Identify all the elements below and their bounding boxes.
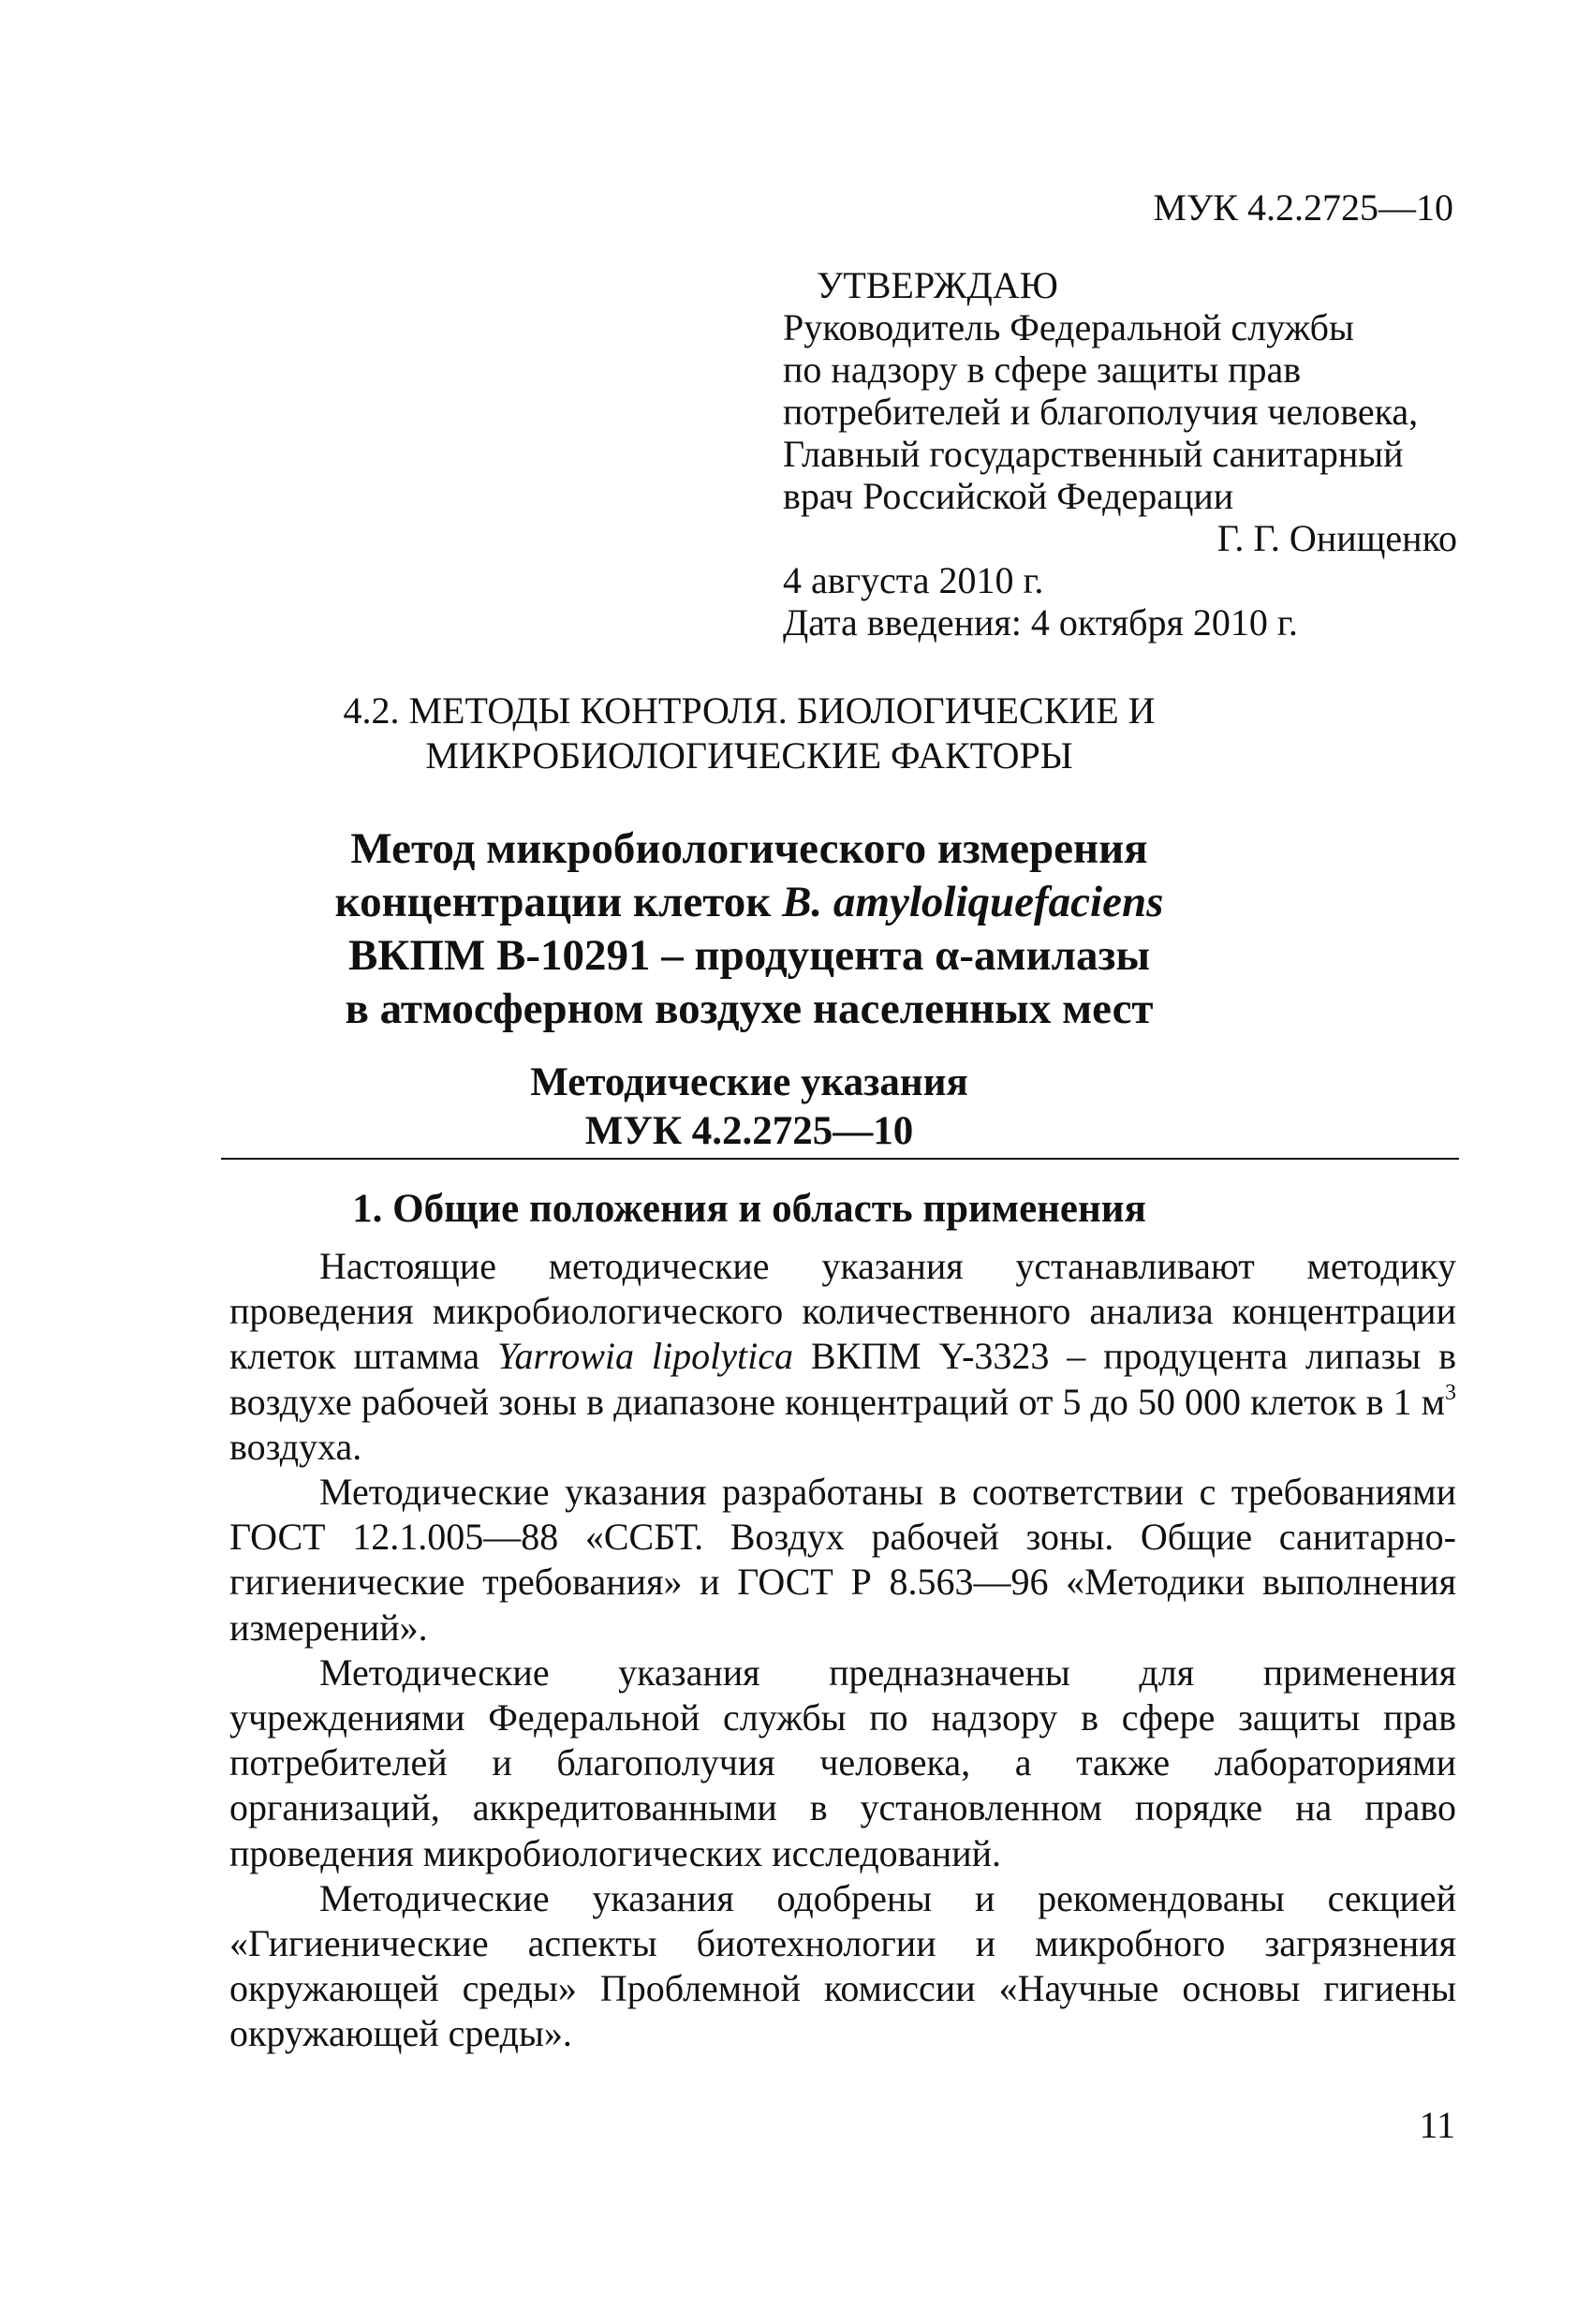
signer-name: Г. Г. Онищенко — [1216, 517, 1457, 559]
document-type-code: МУК 4.2.2725—10 — [584, 1109, 914, 1153]
paragraph-text: Настоящие методические указания устанавливают методику проведения микробиологического количественного анализа концентрации клеток штамма — [229, 1245, 1456, 1378]
paragraph-2: Методические указания разработаны в соответствии с требованиями ГОСТ 12.1.005—88 «ССБТ. Воздух рабочей зоны. Общие санитарно-гигиенические требования» и ГОСТ Р 8.563—96 «Методики выполнения измерений». — [229, 1471, 1456, 1649]
document-type — [468, 1058, 1030, 1156]
approval-block — [783, 264, 1457, 644]
species-name: B. amyloliquefaciens — [782, 878, 1164, 926]
paragraph-text: воздуха. — [229, 1425, 362, 1468]
approval-line: потребителей и благополучия человека, — [783, 391, 1419, 433]
horizontal-divider — [221, 1158, 1459, 1160]
section-heading-line: 4.2. МЕТОДЫ КОНТРОЛЯ. БИОЛОГИЧЕСКИЕ И — [343, 689, 1156, 732]
paragraph-4: Методические указания одобрены и рекомендованы секцией «Гигиенические аспекты биотехнологии и микробного загрязнения окружающей среды» Проблемной комиссии «Научные основы гигиены окружающей среды». — [229, 1876, 1456, 2055]
page-number: 11 — [1419, 2104, 1455, 2146]
paragraph-text: ВКПМ Y-3323 – продуцента липазы в воздухе рабочей зоны в диапазоне концентраций от 5 до 50 000 клеток в 1 м — [229, 1335, 1456, 1423]
title-line: ВКПМ В-10291 – продуцента α-амилазы — [347, 931, 1151, 980]
approval-line: Главный государственный санитарный — [783, 433, 1404, 475]
superscript: 3 — [1445, 1380, 1456, 1405]
document-title — [234, 822, 1264, 1036]
section-heading — [281, 688, 1217, 778]
document-type-line: Методические указания — [530, 1060, 968, 1104]
title-line: Метод микробиологического измерения — [350, 824, 1148, 873]
document-code: МУК 4.2.2725—10 — [1153, 186, 1453, 229]
species-name: Yarrowia lipolytica — [496, 1335, 793, 1378]
approval-line: по надзору в сфере защиты прав — [783, 348, 1302, 391]
approval-line: врач Российской Федерации — [783, 475, 1234, 517]
approval-date: 4 августа 2010 г. — [783, 559, 1044, 601]
approval-line: Руководитель Федеральной службы — [783, 306, 1354, 348]
title-text: концентрации клеток — [334, 878, 783, 926]
paragraph-1 — [229, 1244, 1456, 1470]
chapter-title: 1. Общие положения и область применения — [352, 1187, 1146, 1231]
title-line: в атмосферном воздухе населенных мест — [345, 984, 1154, 1033]
approve-word: УТВЕРЖДАЮ — [817, 264, 1058, 306]
title-line — [234, 876, 1264, 929]
paragraph-3: Методические указания предназначены для применения учреждениями Федеральной службы по надзору в сфере защиты прав потребителей и благополучия человека, а также лабораториями организаций, аккредитованными в установленном порядке на право проведения микробиологических исследований. — [229, 1650, 1456, 1874]
effective-date: Дата введения: 4 октября 2010 г. — [783, 601, 1298, 644]
section-heading-line: МИКРОБИОЛОГИЧЕСКИЕ ФАКТОРЫ — [425, 734, 1073, 777]
body-text — [229, 1244, 1456, 2057]
